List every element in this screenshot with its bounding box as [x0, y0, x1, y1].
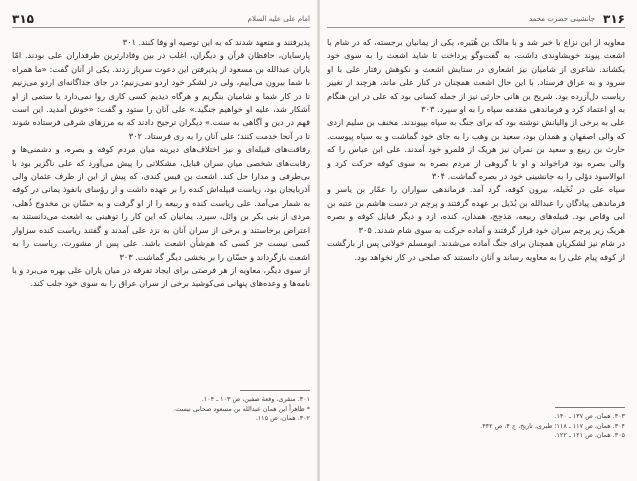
left-header-rule: [12, 27, 310, 28]
footnote: * ظاهراً این همان عبدالله بن مسعود صحابی نیست.: [173, 404, 310, 413]
paragraph: پارسایان، حافظان قرآن و دیگران، اغلب در بین وفادارترین طرفداران علی بودند. امّا یاران عبدالله بن مسعود از پذیرفتن این دعوت سرباز زدند. یکی از آنان گفت: «ما همراه با شما بیرون می‌آییم، ولی در لشکر خود اردو نمی‌زنیم؛ در جای جداگانه‌ای اردو می‌زنیم تا در کار شما و شامیان بنگریم و هرگاه دیدیم کسی کاری روا نمی‌دارد یا ستمی از او آشکار شد، علیه او خواهیم جنگید.» علی آنان را ستود و گفت: «خوش آمدید. این است فهم در دین و آگاهی به سنت.» دیگران ترجیح دادند که به مرزهای شرقی فرستاده شوند تا در آنجا خدمت کنند؛ علی آنان را به ری فرستاد. ۳۰۲: [12, 50, 310, 141]
paragraph: از سوی دیگر، معاویه از هر فرصتی برای ایجاد تفرقه در میان یاران علی بهره می‌برد و با نامه‌ها و وعده‌های پنهانی می‌کوشید برخی از سران عراق را به سوی خود جلب کند.: [12, 264, 310, 289]
footnote: ۳۰۳. همان، ص ۱۳۷ ـ ۱۴۰.: [554, 412, 625, 420]
paragraph: پذیرفتند و متعهد شدند که به این توصیه او وفا کنند. ۳۰۱: [122, 37, 310, 47]
right-running-title: جانشینی حضرت محمد: [528, 15, 595, 23]
left-running-header: [12, 12, 310, 30]
right-footnotes: [327, 407, 625, 441]
right-page: [327, 12, 625, 474]
footnote: ۳۰۵. همان، ص ۱۲۱ ـ ۱۲۲.: [554, 431, 625, 439]
right-body-text: [327, 36, 625, 401]
book-gutter: [317, 0, 320, 481]
footnote: ۳۰۱. منقری، وقعة صفین، ص ۱۰۳ ـ ۱۰۴.: [201, 395, 310, 403]
left-body-text: [12, 36, 310, 386]
right-header-rule: [327, 27, 625, 28]
footnote: ۳۰۴. همان، ص ۱۱۷ ـ ۱۱۸؛ طبری، تاریخ، ج ۴، ص ۴۴۲.: [480, 421, 625, 430]
paragraph: علی به برخی از والیانش نوشته بود که برای جنگ به سپاه بپیوندند. مخنف بن سلیم ازدی که والی اصفهان و همدان بود، سعید بن وهب را به جای خود گماشت و به سپاه پیوست. حارث بن ربیع و سعید بن نمران نیز هریک از قلمرو خود آمدند. علی ابن عباس را که والی بصره بود فراخواند و او با گروهی از مردم بصره به سوی کوفه حرکت کرد و ابوالاسود دؤلی را به جانشینی خود در بصره گماشت. ۳۰۴: [327, 117, 625, 182]
footnote-rule: [240, 390, 310, 391]
left-running-title: امام علی علیه السلام: [247, 15, 310, 23]
paragraph: معاویه از این نزاع با خبر شد و با مالک بن هُبَیره، یکی از یمانیان برجسته، که در شام با اشعث پیوند خویشاوندی داشت، به گفت‌وگو پرداخت تا شاید اشعث را به سوی خود بکشاند. شاعری از شامیان نیز اشعاری در ستایش اشعث و نکوهش رفتار علی با او سرود و به عراق فرستاد. با این حال اشعث همچنان در کنار علی ماند، هرچند از تغییر ریاست دل‌آزرده بود. شریح بن هانی حارثی نیز از جمله کسانی بود که علی در این هنگام به او اعتماد کرد و فرماندهی مقدمه سپاه را به او سپرد. ۳۰۳: [327, 37, 625, 115]
right-running-header: [327, 12, 625, 30]
left-footnotes: [12, 390, 310, 424]
right-page-number: ۳۱۶: [603, 12, 625, 26]
left-page-number: ۳۱۵: [12, 12, 34, 26]
footnote: ۳۰۲. همان، ص ۱۱۵.: [255, 414, 310, 422]
footnote-rule: [555, 407, 625, 408]
left-page: [12, 12, 310, 474]
paragraph: رفاقت‌های قبیله‌ای و نیز اختلاف‌های دیرینه میان مردم کوفه و بصره، و دشمنی‌ها و رقابت‌های شخصی میان سران قبایل، مشکلاتی را پیش می‌آورد که علی ناگزیر بود با بی‌طرفی و مدارا حل کند. اشعث بن قیس کندی، که پیش از این از طرف عثمان والی آذربایجان بود، ریاست قبیله‌اش کنده را بر عهده داشت و از رؤسای بانفوذ یمانی در کوفه به شمار می‌آمد. علی ریاست کنده و ربیعه را از او گرفت و به حسّان بن مخدوج ذُهلی، مردی از بنی بکر بن وائل، سپرد. یمانیان که این کار را توهینی به اشعث می‌دانستند به اعتراض برخاستند و برخی از سران آنان به نزد علی آمدند و گفتند ریاست کنده سزاوار کسی نیست جز کسی که هم‌شأن اشعث باشد. علی پس از مشورت، ریاست را به اشعث بازگرداند و حسّان را بر بخشی دیگر گماشت. ۳۰۳: [12, 144, 310, 262]
paragraph: سپاه علی در نُخَیله، بیرون کوفه، گرد آمد. فرماندهی سواران را عمّار بن یاسر و فرماندهی پیادگان را عبدالله بن بُدَیل بر عهده گرفتند و پرچم در دست هاشم بن عتبه بن ابی وقاص بود. قبیله‌های ربیعه، مَذحِج، همدان، کنده، ازد و دیگر قبایل کوفه و بصره هریک زیر پرچم سران خود قرار گرفتند و آماده حرکت به سوی شام شدند. ۳۰۵: [327, 184, 625, 235]
paragraph: در شام نیز لشکریان همچنان برای جنگ آماده می‌شدند. ابومسلم خولانی پس از بازگشت از کوفه پیام علی را به معاویه رساند و آنان دانستند که صلحی در کار نخواهد بود.: [327, 238, 625, 262]
